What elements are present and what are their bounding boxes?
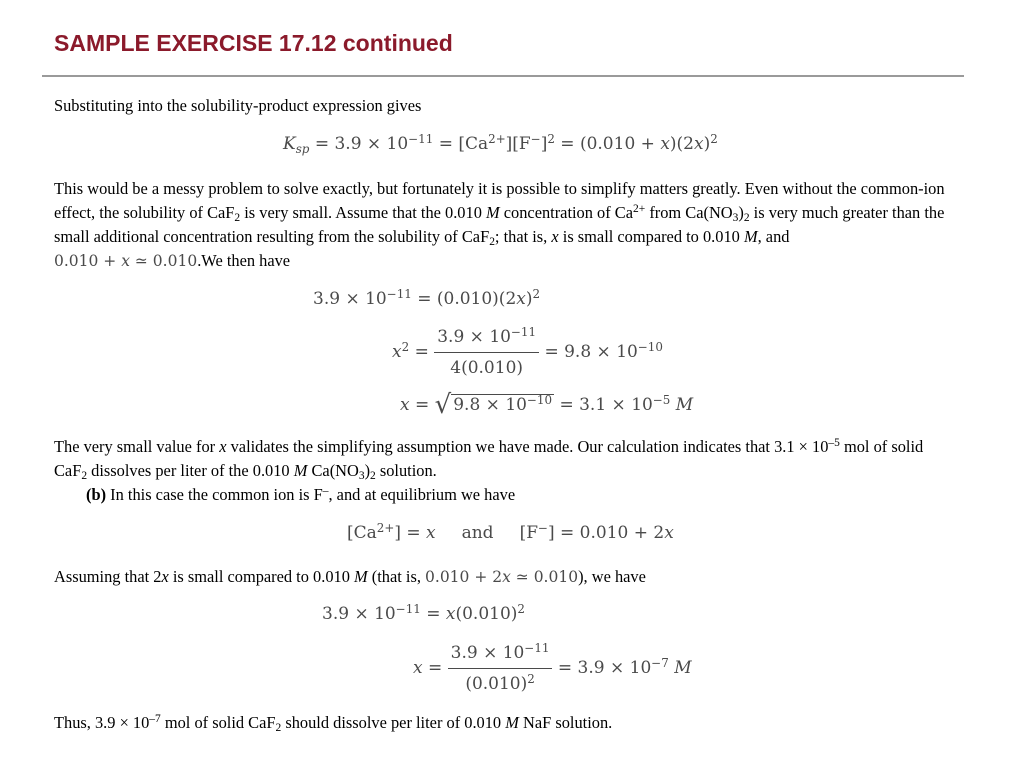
paragraph-assumption: Assuming that 2x is small compared to 0.010 M (that is, 0.010 + 2x ≃ 0.010), we have [54, 567, 646, 586]
equation-ksp: $K_{sp} = 3.9 \times 10^{-11} = [Ca^{2+}][F^-]^2 = (0.010 + x)(2x)^2$ [283, 132, 718, 156]
equation-common-ion: $3.9 \times 10^{-11} = x(0.010)^2$ [322, 602, 525, 624]
fraction-x-squared: $\frac{3.9 \times 10^{-11}}{4(0.010)}$ [434, 322, 539, 383]
title-exercise: SAMPLE EXERCISE 17.12 [54, 30, 337, 56]
inline-approximation-2: 0.010 + 2x ≃ 0.010 [425, 568, 579, 586]
equation-x-result: x = $\frac{3.9 \times 10^{-11}}{(0.010)^2}$ = $3.9 \times 10^{-7}$ M [413, 638, 692, 699]
sqrt-symbol: √ [434, 390, 452, 420]
fraction-x-result: $\frac{3.9 \times 10^{-11}}{(0.010)^2}$ [448, 638, 553, 699]
paragraph-validation: The very small value for x validates the simplifying assumption we have made. Our calculation indicates that $3.1 \times 10^{-5}$ mol of solid CaF$_2$ dissolves per liter of the 0.010 M $Ca(NO_3)_2$ solution. [54, 437, 924, 483]
title-continued: continued [342, 30, 453, 56]
paragraph-part-b: (b) In this case the common ion is F–, and at equilibrium we have [86, 485, 516, 504]
equation-approximate: $3.9 \times 10^{-11} = (0.010)(2x)^2$ [313, 287, 541, 309]
equation-equilibrium: $[Ca^{2+}] = x$ and [F−] = 0.010 + 2x [347, 521, 674, 543]
page-title [54, 30, 453, 57]
title-divider [42, 75, 964, 77]
paragraph-conclusion: Thus, $3.9 \times 10^{-7}$ mol of solid CaF$_2$ should dissolve per liter of 0.010 M NaF solution. [54, 713, 613, 735]
paragraph-simplification: This would be a messy problem to solve exactly, but fortunately it is possible to simplify matters greatly. Even without the common-ion effect, the solubility of CaF$_2$ is very small. Assume that the 0.010 M concentration of $Ca^{2+}$ from $Ca(NO_3)_2$ is very much greater than the small additional concentration resulting from the solubility of CaF$_2$; that is, x is small compared to 0.010 M, and 0.010 + x ≃ 0.010.We then have [54, 179, 945, 270]
equation-x-squared: $x^2$ = $\frac{3.9 \times 10^{-11}}{4(0.010)}$ = $9.8 \times 10^{-10}$ [392, 322, 663, 383]
inline-approximation: 0.010 + x ≃ 0.010 [54, 252, 198, 270]
paragraph-intro: Substituting into the solubility-product expression gives [54, 96, 422, 115]
equation-x-solution: x = √ $9.8 \times 10^{-10} = 3.1 \times 10^{-5}$ M [400, 390, 694, 420]
